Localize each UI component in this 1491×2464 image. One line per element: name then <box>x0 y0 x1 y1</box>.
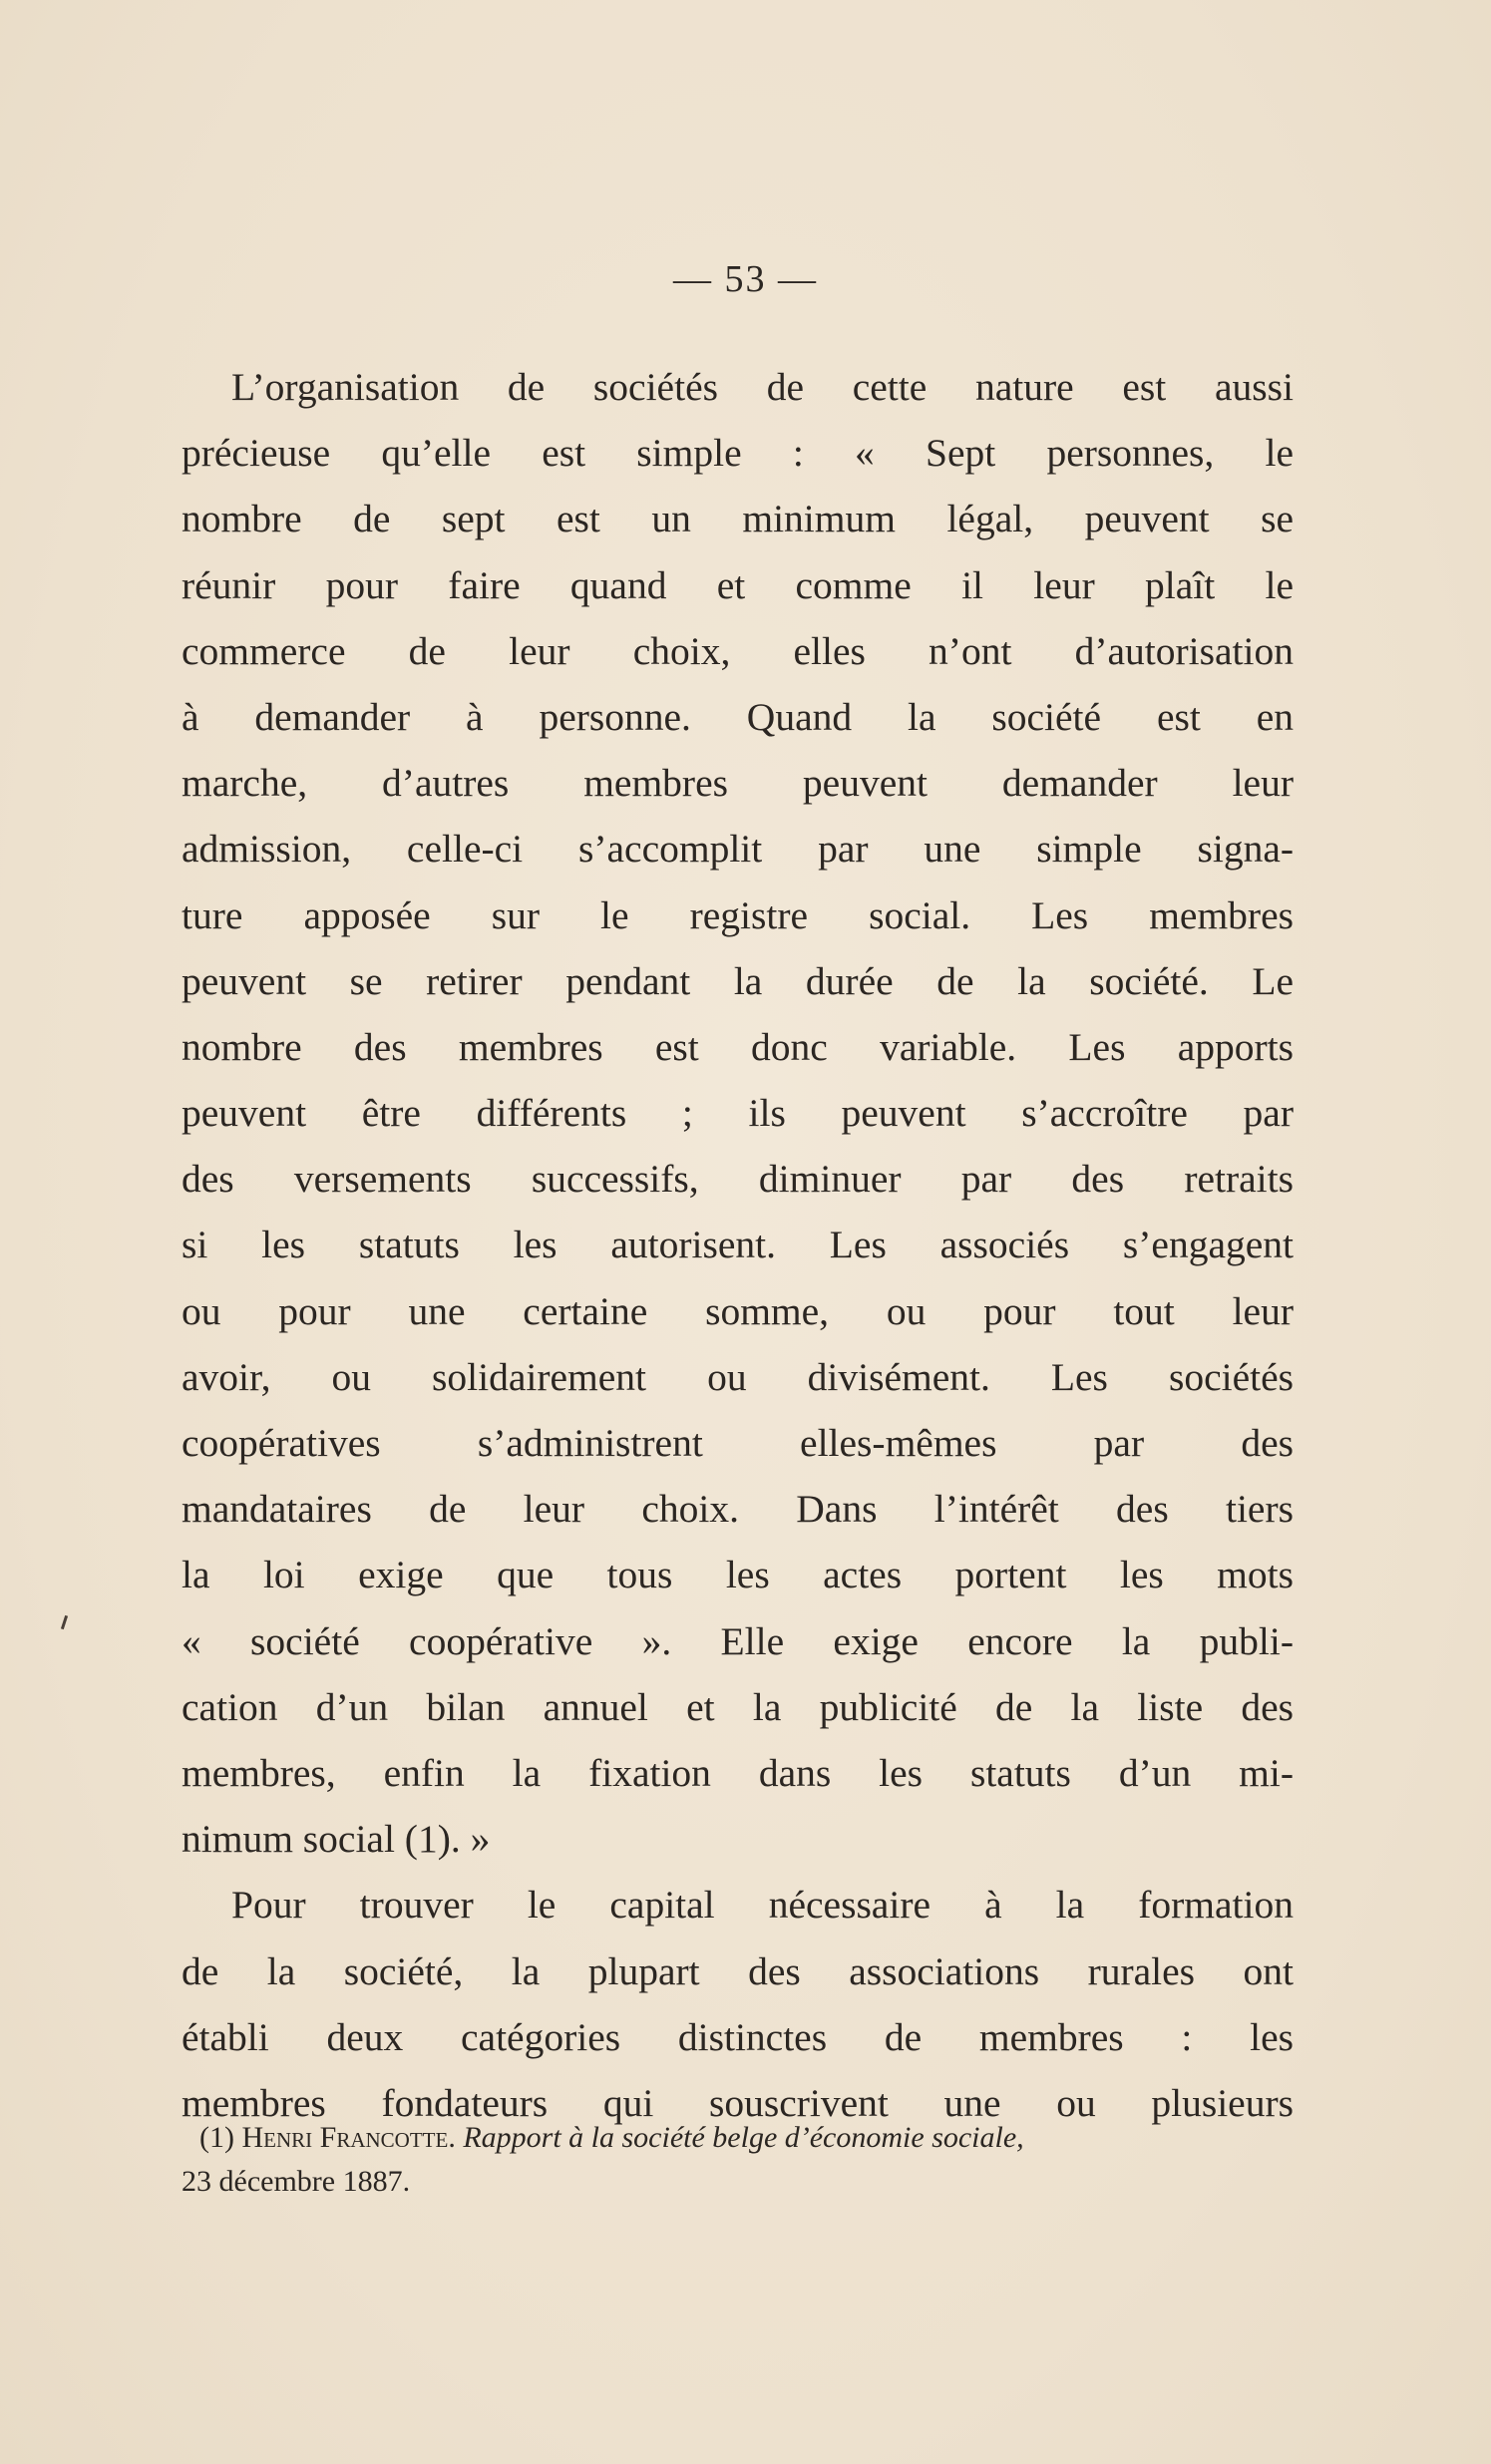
text-line: commerce de leur choix, elles n’ont d’autorisation <box>182 628 1294 673</box>
text-line: coopératives s’administrent elles-mêmes par des <box>182 1421 1294 1465</box>
footnote <box>182 2116 1294 2204</box>
text-line: membres fondateurs qui souscrivent une ou plusieurs <box>182 2080 1294 2125</box>
margin-mark <box>61 1615 68 1629</box>
text-line: si les statuts les autorisent. Les associés s’engagent <box>182 1223 1294 1267</box>
body-text <box>182 354 1294 2136</box>
text-line: précieuse qu’elle est simple : « Sept personnes, le <box>182 431 1294 476</box>
text-line: peuvent se retirer pendant la durée de la société. Le <box>182 958 1294 1003</box>
text-line: cation d’un bilan annuel et la publicité de la liste des <box>182 1684 1294 1729</box>
footnote-date: 23 décembre 1887. <box>182 2165 411 2198</box>
footnote-author: Henri Francotte. <box>241 2121 456 2154</box>
text-line: mandataires de leur choix. Dans l’intérêt des tiers <box>182 1487 1294 1532</box>
footnote-marker: (1) <box>199 2121 234 2154</box>
text-line: nombre de sept est un minimum légal, peuvent se <box>182 497 1294 541</box>
text-line: admission, celle-ci s’accomplit par une simple signa- <box>182 827 1294 872</box>
paragraph-2 <box>182 1872 1294 2136</box>
text-line: réunir pour faire quand et comme il leur plaît le <box>182 562 1294 607</box>
text-line: de la société, la plupart des associations rurales ont <box>182 1948 1294 1993</box>
text-line: L’organisation de sociétés de cette nature est aussi <box>231 365 1294 409</box>
text-line: peuvent être différents ; ils peuvent s’accroître par <box>182 1091 1294 1136</box>
text-line: la loi exige que tous les actes portent les mots <box>182 1553 1294 1597</box>
text-line: avoir, ou solidairement ou divisément. Les sociétés <box>182 1354 1294 1399</box>
text-line: marche, d’autres membres peuvent demander leur <box>182 761 1294 806</box>
text-line: membres, enfin la fixation dans les statuts d’un mi- <box>182 1750 1294 1795</box>
text-line: « société coopérative ». Elle exige encore la publi- <box>182 1618 1294 1663</box>
text-line: Pour trouver le capital nécessaire à la formation <box>231 1883 1294 1928</box>
paragraph-1 <box>182 354 1294 1872</box>
text-line: établi deux catégories distinctes de membres : les <box>182 2014 1294 2059</box>
text-line: des versements successifs, diminuer par des retraits <box>182 1157 1294 1202</box>
text-line: nimum social (1). » <box>182 1817 491 1862</box>
footnote-title: Rapport à la société belge d’économie sociale, <box>463 2121 1024 2154</box>
page-number: — 53 — <box>673 258 818 300</box>
footnote-line <box>182 2116 1294 2160</box>
text-line: ou pour une certaine somme, ou pour tout leur <box>182 1288 1294 1333</box>
text-line: ture apposée sur le registre social. Les membres <box>182 892 1294 937</box>
text-line: à demander à personne. Quand la société est en <box>182 694 1294 739</box>
text-line: nombre des membres est donc variable. Les apports <box>182 1024 1294 1069</box>
